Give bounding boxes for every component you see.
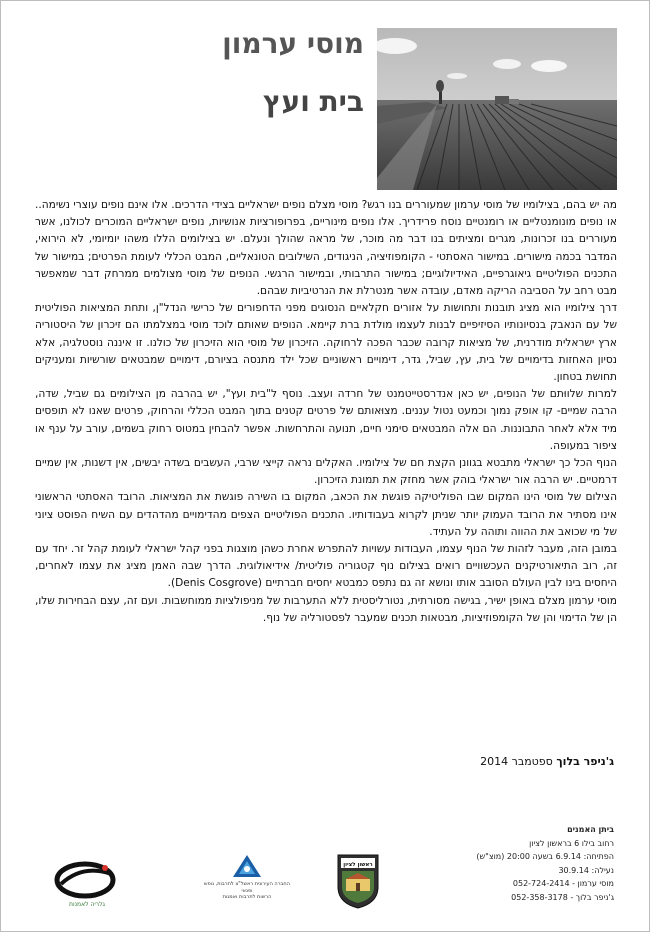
page-subtitle: בית ועץ bbox=[263, 85, 364, 118]
article-paragraph: מוסי ערמון מצלם באופן ישיר, בגישה מסורתית, נטורליסטית ללא התערבות של מניפולציות ממוחשבות. ועם זה, עצם הבחירות שלו, הן של הדימוי והן של הקומפוזיציות, מבטאות תכנים שמעבר לפסטורליה של נוף. bbox=[35, 594, 617, 624]
contact-curator: ג'ניפר בלוך - 052-358-3178 bbox=[511, 892, 614, 902]
signature-date: ספטמבר 2014 bbox=[480, 755, 553, 768]
signature bbox=[480, 755, 614, 768]
gallery-logo-icon bbox=[53, 860, 117, 904]
association-logo-text: החברה העירונית ראשל"צ לתרבות, נופש ופנאי הרשות לתרבות ואמנות bbox=[204, 881, 290, 900]
article-body bbox=[35, 197, 617, 627]
rishon-lezion-emblem-icon bbox=[336, 853, 380, 909]
gallery-logo-text: גלריה לאמנות bbox=[69, 901, 105, 908]
page-title: מוסי ערמון bbox=[222, 27, 364, 60]
article-paragraph: במובן הזה, מעבר לזהות של הנוף עצמו, העבודות עשויות להתפרש אחרת כשהן מוצגות בפני קהל ישראלי לעומת קהל זר. יחד עם זה, רוב התיאורטיקנים העכשוויים רואים בצילום נוף קטגוריה פוליטית/ אידיאולוגית. הדרך שבה האמן מציג את עצמו לאחרים, היחסים בינו לבין העולם הסובב אותו ונושא זה גם נתפס כמבטא יחסים חברתיים (Denis Cosgrove). bbox=[35, 543, 617, 590]
closing-date: נעילה: 30.9.14 bbox=[558, 865, 614, 875]
article-paragraph: הצילום של מוסי הינו המקום שבו הפוליטיקה פוגשת את הכאב, המקום בו השירה פוגשת את המציאות. הרובד האסתטי הראשוני אינו מסתיר את הרובד העמוק יותר שניתן לקרוא בעבודותיו. התכנים הפוליטיים הצפים מהדימויים מהדהדים עם השיח הפוסט ציוני של מי שכואב את ההווה ותוהה על העתיד. bbox=[35, 491, 617, 538]
author-name: ג'ניפר בלוך bbox=[556, 755, 614, 768]
exhibition-info bbox=[476, 823, 614, 905]
landscape-photo bbox=[377, 28, 617, 190]
opening-date: הפתיחה: 6.9.14 בשעה 20:00 (מוצ"ש) bbox=[476, 852, 614, 862]
article-paragraph: דרך צילומיו הוא מציג תובנות ותחושות על אזורים חקלאיים הנסוגים מפני הדחפורים של כרישי הנדל"ן, ותחת המציאות הפוליטית של עם הנאבק בנסיונותיו הסיזיפיים לבנות לעצמו מולדת ברת קיימא. הנופים שאותם לוכד מוסי במצלמתו הם זיכרון של היסטוריה ארץ ישראלית מודרנית, של מציאות קרובה שכבר הפכה לרחוקה. הזיכרון של מוסי הוא הזיכרון של כולנו. זו איננה נוסטלגיה, אלא נסיון האחזות בדימויים של בית, עץ, שביל, גדר, דימויים ראשוניים שכל ילד מתנסה בציורם, דימויים שמבטאים שורשיות ומעניקים תחושת בטחון. bbox=[35, 302, 617, 384]
rishon-emblem-text: ראשון לציון bbox=[343, 862, 373, 868]
venue-name: ביתן האמנים bbox=[567, 825, 614, 834]
venue-address: רחוב בילו 6 בראשון לציון bbox=[529, 838, 614, 848]
article-paragraph: למרות שלווּתם של הנופים, יש כאן אנדרסטייטמנט של חרדה ועצב. נוסף ל"בית ועץ", יש בהרבה מן הצילומים גם שביל, שדה, הרבה שמיים- קו אופק נמוך וכמעט נטול עננים. מצוּאותם של פרטים קטנים בתוך המבט הכללי והרחוק, פרטים שאנו לא תופסים מיד אלא לאחר התבוננות. הם אלה המבטאים סימני חיים, תנועה והתרחשות. אפשר להבחין במטוס רחוק בשמים, עורב על ענף או ציפור במעופה. bbox=[35, 388, 617, 452]
article-paragraph: מה יש בהם, בצילומיו של מוסי ערמון שמעוררים בנו רגש? מוסי מצלם נופים ישראליים בצידי הדרכים. אלו אינם נופים עוצרי נשימה.. או נופים מונומנטליים או רומנטיים נוסח פרידריך. אלו נופים מינוריים, בפרופורציות אנושיות, נופים ישראליים המוכרים לכולנו, אשר מעוררים בנו זכרונות, מגרים ומציתים בנו דבר מה מוכר, של מראה שהולך ונעלם. יש בצילומים הללו משהו יומיומי, לא הירואי, המדבר בכמה מישורים. במישור האסתטי - הקומפוזיציה, הניגודים, השילובים הטונאליים, המבט הכללי לעומת הפרטים; במישור של התכנים הפוליטיים גיאוגרפיים, האידיולוגיים; במישור התרבותי, ובמישור הרגשי. הנופים של מוסי מצולמים ממרחק דבר שמאפשר מבט רחב על הסביבה הריקה מאדם, עובדה אשר מנטרלת את הנרטיביות שבהם. bbox=[35, 199, 617, 298]
contact-artist: מוסי ערמון - 052-724-2414 bbox=[512, 879, 614, 889]
article-paragraph: הנוף הכל כך ישראלי מתבטא בגוונן הקצת חם של צילומיו. האקלים נראה קייצי שרבי, העשבים בשדה יבשים, אין דשנות, אין שמיים דרמטיים. יש הרבה אור ישראלי בוהק אשר מחזק את תמונת הזיכרון. bbox=[35, 457, 617, 487]
